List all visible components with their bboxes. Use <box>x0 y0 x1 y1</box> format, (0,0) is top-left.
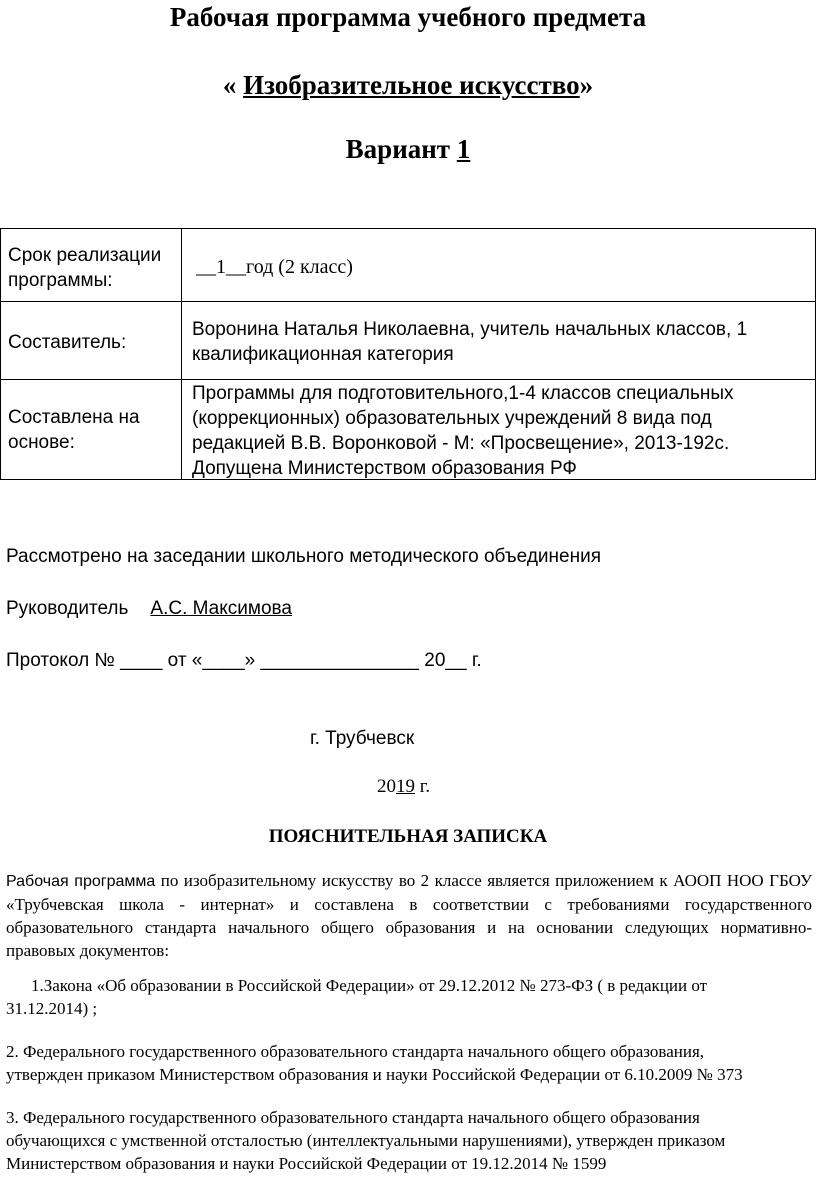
intro-lead: Рабочая программа <box>6 873 156 890</box>
subject-name: Изобразительное искусство <box>243 70 580 100</box>
term-label: Срок реализации программы: <box>8 245 162 291</box>
subject-close-quote: » <box>579 70 594 100</box>
head-label: Руководитель <box>6 598 129 619</box>
subject-title <box>0 70 816 101</box>
city: г. Трубчевск <box>310 728 415 749</box>
author-value: Воронина Наталья Николаевна, учитель начальных классов, 1 квалификационная категория <box>192 319 748 365</box>
explanatory-title: ПОЯСНИТЕЛЬНАЯ ЗАПИСКА <box>268 826 548 847</box>
info-table <box>0 228 816 480</box>
variant-title <box>0 134 816 165</box>
year <box>377 776 430 798</box>
protocol-line: Протокол № ____ от «____» _______________ 20__ г. <box>6 650 482 671</box>
variant-label: Вариант <box>345 134 457 164</box>
author-label: Составитель: <box>8 332 127 353</box>
program-title: Рабочая программа учебного предмета <box>169 2 647 32</box>
legal-item-3: 3. Федерального государственного образовательного стандарта начального общего образования обучающихся с умственной отсталостью (интеллектуальными нарушениями), утвержден приказом Министерством образования и науки Российской Федерации от 19.12.2014 № 1599 <box>6 1108 726 1173</box>
subject-open-quote: « <box>222 70 244 100</box>
basis-label: Составлена на основе: <box>8 407 140 453</box>
year-suffix: 19 <box>396 776 415 797</box>
legal-item-2: 2. Федерального государственного образовательного стандарта начального общего образования, утвержден приказом Министерством образования и науки Российской Федерации от 6.10.2009 № 373 <box>6 1042 743 1084</box>
considered-text: Рассмотрено на заседании школьного методического объединения <box>6 546 601 567</box>
head-line <box>6 598 292 620</box>
term-years-text: год (2 класс) <box>246 256 353 278</box>
year-prefix: 20 <box>377 776 396 797</box>
intro-rest: по изобразительному искусству во 2 классе является приложением к АООП НОО ГБОУ «Трубчевская школа - интернат» и составлена в соответствии с требованиями государственного образовательного стандарта начального общего образования и на основании следующих нормативно-правовых документов: <box>6 871 812 960</box>
term-years-blank: __1__ <box>196 256 246 278</box>
explanatory-intro <box>6 869 812 962</box>
year-unit: г. <box>415 776 431 797</box>
head-name: А.С. Максимова <box>150 598 292 619</box>
basis-value: Программы для подготовительного,1-4 классов специальных (коррекционных) образовательных учреждений 8 вида под редакцией В.В. Воронковой - М: «Просвещение», 2013-192с. Допущена Министерством образования РФ <box>192 383 734 479</box>
term-value <box>196 255 353 280</box>
variant-value: 1 <box>456 134 471 164</box>
legal-item-1: 1.Закона «Об образовании в Российской Федерации» от 29.12.2012 № 273-ФЗ ( в редакции от 31.12.2014) ; <box>6 976 708 1018</box>
